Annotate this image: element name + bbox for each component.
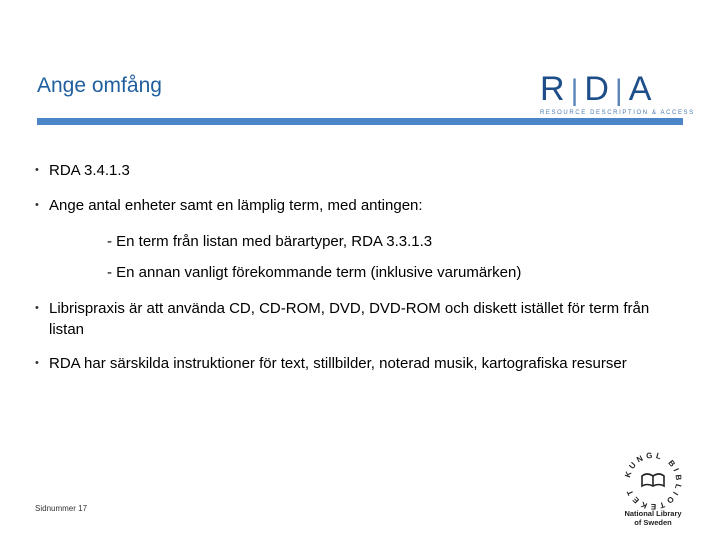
rda-letter-a: A bbox=[628, 70, 652, 108]
rda-letter-d: D bbox=[584, 70, 609, 108]
bullet-dot-icon: • bbox=[35, 199, 39, 211]
rda-logo-tagline: RESOURCE DESCRIPTION & ACCESS bbox=[540, 110, 695, 116]
sub-item: - En term från listan med bärartyper, RDA 3.3.1.3 bbox=[107, 233, 433, 250]
kb-logo-caption bbox=[617, 509, 689, 527]
bullet-dot-icon: • bbox=[35, 357, 39, 369]
page-number: Sidnummer 17 bbox=[35, 504, 88, 513]
logo-separator: | bbox=[614, 74, 623, 107]
kb-ring-text: KUNGL BIBLIOTEKET bbox=[623, 452, 684, 512]
slide-title: Ange omfång bbox=[37, 74, 162, 97]
sub-item: - En annan vanligt förekommande term (inklusive varumärken) bbox=[107, 264, 522, 281]
bullet-dot-icon: • bbox=[35, 164, 39, 176]
bullet-text: RDA har särskilda instruktioner för text, stillbilder, noterad musik, kartografiska resurser bbox=[49, 355, 627, 372]
kb-book-icon bbox=[642, 474, 664, 486]
rda-letter-r: R bbox=[540, 70, 565, 108]
rda-logo-letters bbox=[540, 72, 685, 108]
title-divider-bar bbox=[37, 118, 683, 125]
bullet-dot-icon: • bbox=[35, 302, 39, 314]
rda-logo bbox=[540, 70, 695, 116]
kb-caption-line: National Library bbox=[624, 509, 682, 518]
logo-separator: | bbox=[570, 74, 579, 107]
bullet-text: RDA 3.4.1.3 bbox=[49, 162, 130, 179]
kb-caption-line: of Sweden bbox=[634, 518, 672, 527]
bullet-text: Ange antal enheter samt en lämplig term, med antingen: bbox=[49, 197, 423, 214]
bullet-text: Librispraxis är att använda CD, CD-ROM, DVD, DVD-ROM och diskett istället för term från listan bbox=[49, 300, 650, 338]
